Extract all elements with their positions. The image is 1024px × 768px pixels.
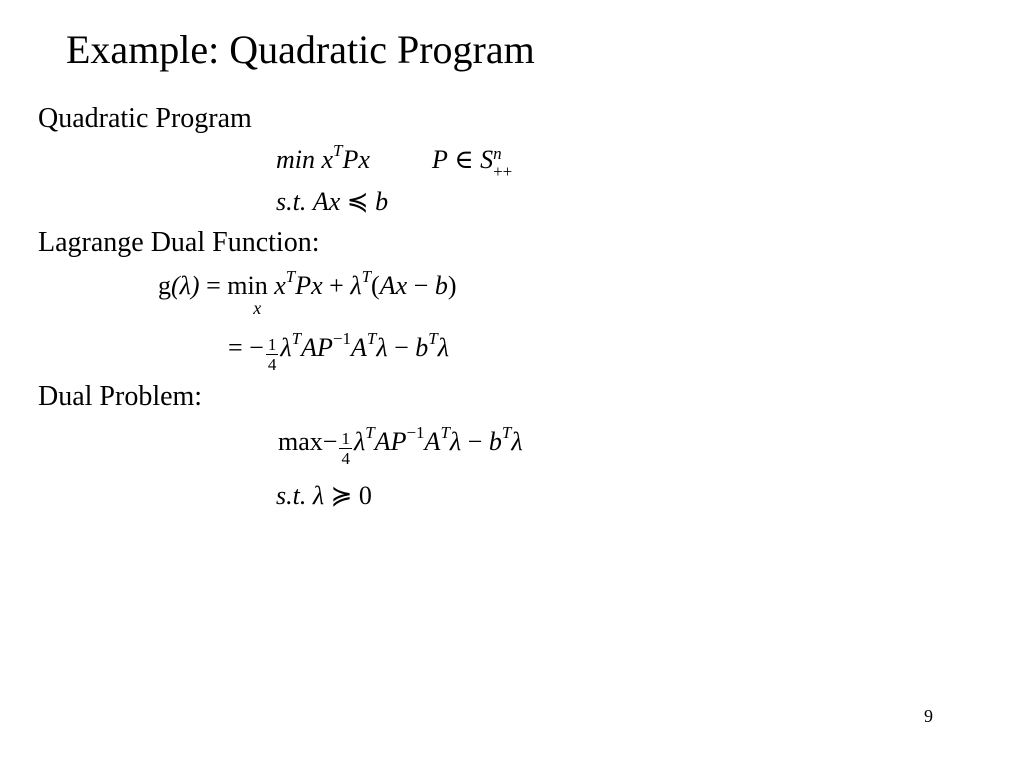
section-heading-lagrange-dual-function: Lagrange Dual Function: [38, 227, 320, 258]
qp-constraint-line: s.t. Ax ≼ b [276, 187, 389, 216]
page-number: 9 [924, 706, 933, 726]
slide-title: Example: Quadratic Program [66, 27, 535, 72]
dp-objective-line: max− $\frac{1}{4}$ $\lambda^TAP^{-1}A^T\lambda - b^T\lambda$ [278, 423, 523, 468]
section-heading-quadratic-program: Quadratic Program [38, 103, 252, 134]
fraction-one-quarter: $\frac{1}{4}$ [341, 429, 350, 468]
ldf-line-2: = − $\frac{1}{4}$ $\lambda^TAP^{-1}A^T\lambda - b^T\lambda$ [228, 329, 449, 374]
ldf-line-1: g(λ) = min x $x^TPx + \lambda^T(Ax - b)$ [158, 267, 457, 318]
dp-constraint-line: s.t. λ ≽ 0 [276, 481, 372, 510]
qp-objective-line: $\min x^TPx$ P ∈ S n ++ [276, 141, 513, 181]
section-heading-dual-problem: Dual Problem: [38, 381, 203, 412]
fraction-one-quarter: $\frac{1}{4}$ [267, 335, 277, 374]
